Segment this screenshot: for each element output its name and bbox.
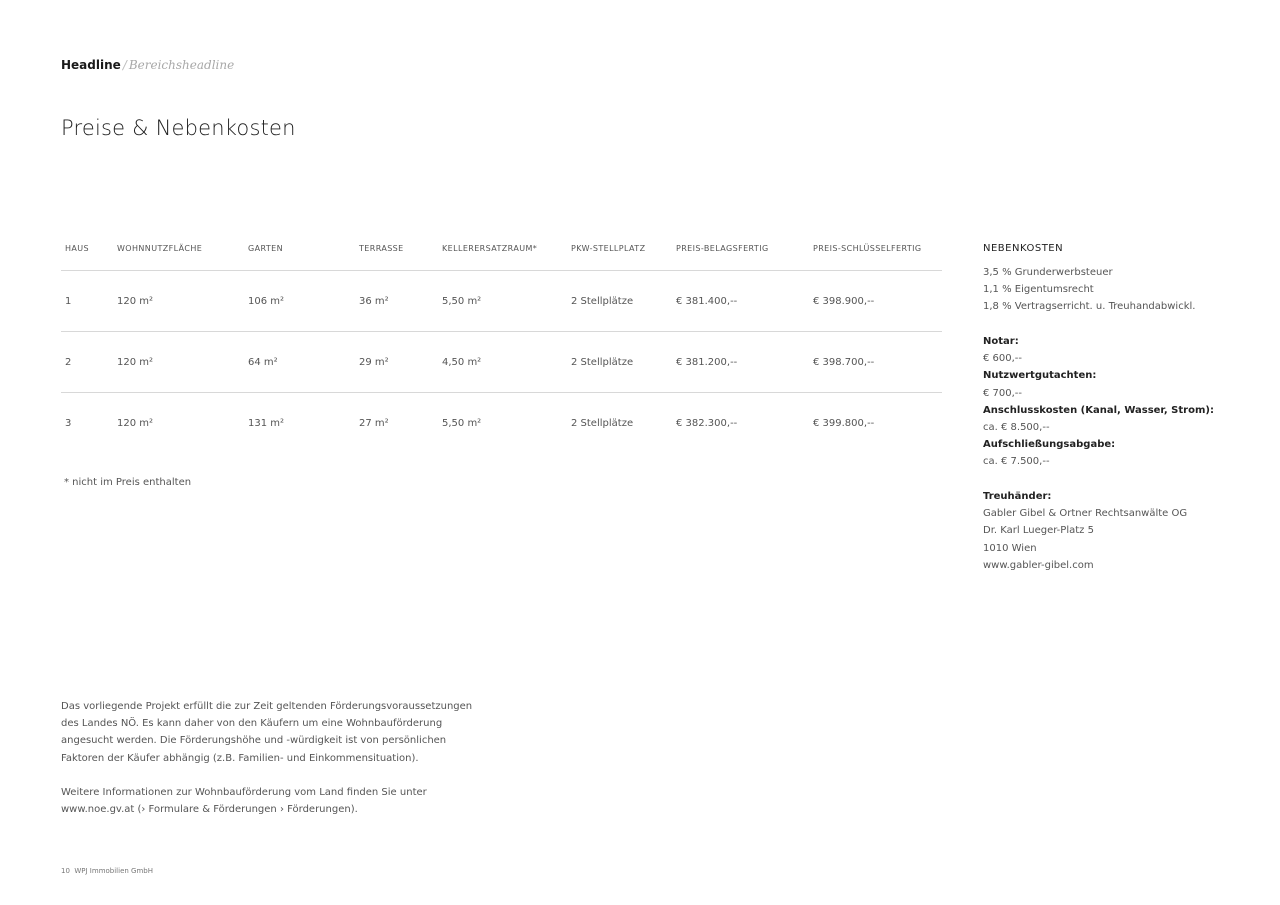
notar-value: € 600,-- (983, 353, 1023, 365)
foerderung-paragraph: Das vorliegende Projekt erfüllt die zur Zeit geltenden Förderungsvoraussetzungen des Landes NÖ. Es kann daher von den Käufern um eine Wohnbauförderung angesucht werden. Die Förderungshöhe und -würdigkeit ist von persönlichen Faktoren der Käufer abhängig (z.B. Familien- und Einkommensituation). (61, 701, 473, 764)
column-header-preis-schluesselfertig: PREIS-SCHLÜSSELFERTIG (813, 244, 922, 253)
table-divider (61, 270, 942, 271)
cell-garten: 64 m² (248, 357, 278, 368)
cell-pkw-stellplatz: 2 Stellplätze (571, 296, 634, 307)
cell-preis-belagsfertig: € 381.400,-- (676, 296, 738, 307)
tax-grunderwerbsteuer: 3,5 % Grunderwerbsteuer (983, 267, 1113, 278)
cell-haus: 2 (65, 357, 72, 368)
column-header-haus: HAUS (65, 244, 90, 253)
nebenkosten-taxes (983, 264, 1195, 316)
anschlusskosten-label: Anschlusskosten (Kanal, Wasser, Strom): (983, 404, 1214, 416)
nebenkosten-title: NEBENKOSTEN (983, 243, 1064, 254)
cell-wohnnutzflaeche: 120 m² (117, 418, 154, 429)
table-divider (61, 331, 942, 332)
cell-preis-schluesselfertig: € 398.900,-- (813, 296, 875, 307)
aufschliessungsabgabe-value: ca. € 7.500,-- (983, 456, 1050, 468)
cell-wohnnutzflaeche: 120 m² (117, 296, 154, 307)
cell-garten: 131 m² (248, 418, 285, 429)
column-header-pkw-stellplatz: PKW-STELLPLATZ (571, 244, 646, 253)
cell-preis-schluesselfertig: € 398.700,-- (813, 357, 875, 368)
trustee-label: Treuhänder: (983, 491, 1052, 502)
cell-haus: 1 (65, 296, 72, 307)
cell-wohnnutzflaeche: 120 m² (117, 357, 154, 368)
cell-preis-belagsfertig: € 382.300,-- (676, 418, 738, 429)
tax-vertragserrichtung: 1,8 % Vertragserricht. u. Treuhandabwickl. (983, 301, 1196, 313)
trustee-block (983, 488, 1187, 574)
foerderung-info-paragraph: Weitere Informationen zur Wohnbauförderung vom Land finden Sie unter www.noe.gv.at (› Formulare & Förderungen › Förderungen). (61, 787, 427, 816)
cell-kellerersatzraum: 4,50 m² (442, 357, 482, 368)
column-header-kellerersatzraum: KELLERERSATZRAUM* (442, 244, 538, 253)
headline: Headline (61, 58, 121, 72)
column-header-preis-belagsfertig: PREIS-BELAGSFERTIG (676, 244, 769, 253)
trustee-name: Gabler Gibel & Ortner Rechtsanwälte OG (983, 508, 1188, 520)
page-footer (61, 867, 153, 875)
trustee-street: Dr. Karl Lueger-Platz 5 (983, 525, 1094, 537)
column-header-wohnnutzflaeche: WOHNNUTZFLÄCHE (117, 244, 203, 253)
tax-eigentumsrecht: 1,1 % Eigentumsrecht (983, 284, 1094, 296)
trustee-website: www.gabler-gibel.com (983, 559, 1094, 571)
page-number: 10 (61, 867, 70, 875)
page-title: Preise & Nebenkosten (61, 116, 296, 140)
cell-terrasse: 29 m² (359, 357, 389, 368)
table-footnote: * nicht im Preis enthalten (64, 477, 192, 488)
nebenkosten-items (983, 333, 1214, 471)
column-header-garten: GARTEN (248, 244, 283, 253)
cell-garten: 106 m² (248, 296, 285, 307)
section-headline (61, 57, 234, 73)
column-header-terrasse: TERRASSE (359, 244, 404, 253)
cell-pkw-stellplatz: 2 Stellplätze (571, 357, 634, 368)
sub-headline: Bereichsheadline (128, 58, 235, 72)
cell-kellerersatzraum: 5,50 m² (442, 418, 482, 429)
cell-preis-schluesselfertig: € 399.800,-- (813, 418, 875, 429)
cell-haus: 3 (65, 418, 72, 429)
table-divider (61, 392, 942, 393)
anschlusskosten-value: ca. € 8.500,-- (983, 422, 1050, 434)
cell-preis-belagsfertig: € 381.200,-- (676, 357, 738, 368)
cell-terrasse: 27 m² (359, 418, 389, 429)
cell-kellerersatzraum: 5,50 m² (442, 296, 482, 307)
headline-separator: / (122, 58, 127, 72)
cell-terrasse: 36 m² (359, 296, 389, 307)
aufschliessungsabgabe-label: Aufschließungsabgabe: (983, 439, 1116, 451)
nutzwertgutachten-value: € 700,-- (983, 387, 1023, 399)
company-name: WPJ Immobilien GmbH (74, 867, 153, 875)
notar-label: Notar: (983, 336, 1019, 347)
nutzwertgutachten-label: Nutzwertgutachten: (983, 370, 1097, 382)
trustee-city: 1010 Wien (983, 542, 1037, 554)
cell-pkw-stellplatz: 2 Stellplätze (571, 418, 634, 429)
